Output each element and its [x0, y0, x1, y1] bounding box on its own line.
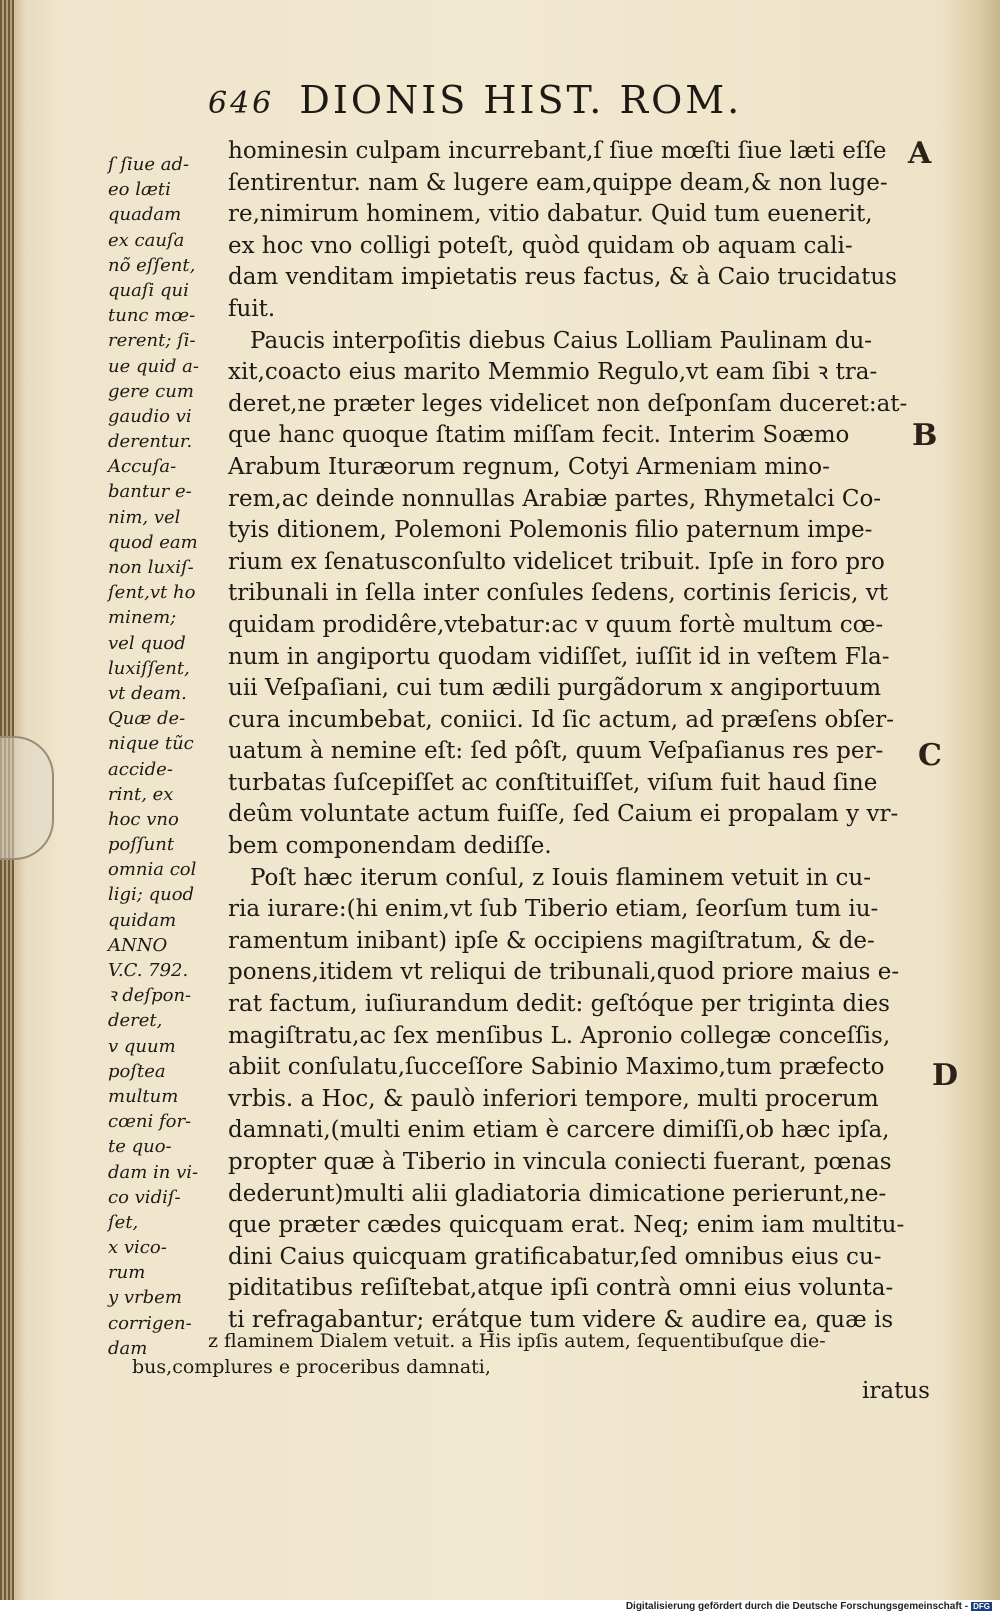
- text-line: uii Veſpaſiani, cui tum ædili purgãdorum x angiportuum: [228, 675, 882, 702]
- section-letter-a: A: [908, 136, 932, 171]
- text-line: abiit conſulatu,ſucceſſore Sabinio Maximo,tum præfecto: [228, 1054, 885, 1081]
- text-line: hominesin culpam incurrebant,ſ ſiue mœſti ſiue læti eſſe: [228, 138, 887, 164]
- margin-note-line: ligi; quod: [108, 884, 195, 906]
- margin-note-line: ex cauſa: [108, 229, 185, 251]
- footnote-line: bus,complures e proceribus damnati,: [132, 1356, 491, 1378]
- margin-note-line: omnia col: [108, 859, 197, 881]
- margin-note-line: rum: [108, 1262, 146, 1284]
- margin-note-line: nõ eſſent,: [108, 254, 196, 276]
- text-line: re,nimirum hominem, vitio dabatur. Quid tum euenerit,: [228, 201, 873, 228]
- margin-note-line: nim, vel: [108, 506, 181, 528]
- text-line: dini Caius quicquam gratificabatur,ſed omnibus eius cu-: [228, 1243, 882, 1270]
- text-line: Paucis interpoſitis diebus Caius Lolliam Paulinam du-: [250, 327, 873, 354]
- margin-note-line: poſtea: [108, 1060, 166, 1082]
- margin-note-line: luxiſſent,: [108, 657, 190, 679]
- margin-note-line: nique tũc: [108, 733, 194, 755]
- margin-note-line: quod eam: [108, 531, 198, 553]
- body-text: [228, 136, 928, 1337]
- margin-note-line: multum: [108, 1085, 179, 1107]
- margin-notes: [108, 152, 236, 1361]
- margin-note-line: V.C. 792.: [108, 960, 189, 981]
- margin-note-line: Quæ de-: [108, 708, 186, 730]
- margin-note-line: te quo-: [108, 1136, 172, 1158]
- text-line: ſentirentur. nam & lugere eam,quippe deam,& non luge-: [228, 169, 888, 196]
- margin-note-line: gere cum: [108, 380, 194, 402]
- text-line: xit,coacto eius marito Memmio Regulo,vt eam ſibi ꝛ tra-: [228, 359, 878, 386]
- page-clip: [0, 736, 54, 860]
- margin-note-line: poſſunt: [108, 834, 175, 856]
- text-line: ria iurare:(hi enim,vt ſub Tiberio etiam, ſeorſum tum iu-: [228, 896, 879, 923]
- text-line: Arabum Ituræorum regnum, Cotyi Armeniam mino-: [228, 453, 830, 480]
- dfg-logo: DFG: [973, 1602, 990, 1611]
- digitization-credit: [626, 1601, 992, 1612]
- text-line: dam venditam impietatis reus factus, & à Caio trucidatus: [228, 264, 897, 291]
- margin-note-line: ꝛ deſpon-: [108, 985, 192, 1007]
- text-line: magiſtratu,ac ſex menſibus L. Apronio collegæ conceſſis,: [228, 1022, 891, 1049]
- page-number: 646: [208, 86, 275, 121]
- margin-note-line: vt deam.: [108, 682, 187, 704]
- text-line: rem,ac deinde nonnullas Arabiæ partes, Rhymetalci Co-: [228, 485, 882, 512]
- credit-text: Digitalisierung gefördert durch die Deutsche Forschungsgemeinschaft -: [625, 1601, 969, 1612]
- margin-note-line: gaudio vi: [108, 405, 192, 427]
- text-line: ti refragabantur; erátque tum videre & audire ea, quæ is: [228, 1306, 894, 1333]
- text-line: dederunt)multi alii gladiatoria dimicatione perierunt,ne-: [228, 1180, 887, 1207]
- text-line: fuit.: [228, 295, 276, 322]
- margin-note-line: bantur e-: [108, 481, 192, 503]
- margin-note-line: y vrbem: [108, 1287, 182, 1309]
- margin-note-line: ſent,vt ho: [108, 582, 196, 604]
- margin-note-line: v quum: [108, 1035, 176, 1057]
- margin-note-line: co vidiſ-: [108, 1186, 181, 1208]
- section-letter-d: D: [932, 1058, 959, 1093]
- text-line: cura incumbebat, coniici. Id ſic actum, ad præſens obſer-: [228, 706, 894, 733]
- margin-note-line: vel quod: [108, 632, 186, 654]
- text-line: ex hoc vno colligi poteſt, quòd quidam ob aquam cali-: [228, 232, 853, 259]
- catchword: iratus: [862, 1378, 930, 1404]
- margin-note-line: eo læti: [108, 179, 171, 201]
- margin-note-line: ue quid a-: [108, 355, 199, 377]
- text-line: piditatibus reſiſtebat,atque ipſi contrà omni eius volunta-: [228, 1275, 894, 1302]
- margin-note-line: hoc vno: [108, 808, 179, 830]
- text-line: rat factum, iuſiurandum dedit: geſtóque per triginta dies: [228, 991, 890, 1018]
- text-line: deûm voluntate actum fuiſſe, ſed Caium ei propalam y vr-: [228, 801, 899, 828]
- margin-note-line: deret,: [108, 1010, 163, 1032]
- margin-note-line: quidam: [108, 909, 177, 931]
- text-line: que præter cædes quicquam erat. Neq; enim iam multitu-: [228, 1212, 905, 1239]
- margin-note-line: quadam: [108, 204, 182, 226]
- text-line: deret,ne præter leges videlicet non deſponſam duceret:at-: [228, 390, 908, 417]
- margin-note-line: dam: [108, 1337, 148, 1359]
- text-line: vrbis. a Hoc, & paulò inferiori tempore, multi procerum: [228, 1085, 879, 1112]
- margin-note-line: corrigen-: [108, 1312, 192, 1334]
- margin-note-line: rint, ex: [108, 783, 174, 805]
- text-line: tyis ditionem, Polemoni Polemonis filio paternum impe-: [228, 517, 873, 544]
- text-line: que hanc quoque ſtatim miſſam fecit. Interim Soæmo: [228, 422, 850, 449]
- text-line: propter quæ à Tiberio in vincula coniecti fuerant, pœnas: [228, 1149, 892, 1175]
- margin-note-line: rerent; ſi-: [108, 330, 196, 352]
- margin-note-line: ANNO: [108, 934, 168, 956]
- margin-note-line: dam in vi-: [108, 1161, 199, 1183]
- margin-note-line: Accuſa-: [108, 456, 177, 478]
- margin-note-line: ſ ſiue ad-: [108, 154, 190, 175]
- running-header: [208, 78, 808, 128]
- section-letter-b: B: [912, 418, 938, 453]
- text-line: Poſt hæc iterum conſul, z Iouis flaminem vetuit in cu-: [250, 864, 871, 891]
- text-line: ponens,itidem vt reliqui de tribunali,quod priore maius e-: [228, 959, 900, 986]
- text-line: uatum à nemine eſt: ſed pôſt, quum Veſpaſianus res per-: [228, 738, 884, 765]
- running-title: DIONIS HIST. ROM.: [299, 78, 743, 122]
- margin-note-line: ſet,: [108, 1211, 139, 1233]
- margin-note-line: x vico-: [108, 1237, 167, 1259]
- text-line: turbatas ſuſcepiſſet ac conſtituiſſet, viſum fuit haud ſine: [228, 769, 878, 796]
- margin-note-line: accide-: [108, 758, 173, 780]
- text-line: quidam prodidêre,vtebatur:ac v quum fortè multum cœ-: [228, 611, 884, 638]
- text-line: tribunali in ſella inter conſules ſedens, cortinis ſericis, vt: [228, 580, 888, 607]
- text-line: damnati,(multi enim etiam è carcere dimiſſi,ob hæc ipſa,: [228, 1117, 890, 1144]
- margin-note-line: quaſi qui: [108, 279, 189, 301]
- margin-note-line: cœni for-: [108, 1111, 192, 1133]
- text-line: rium ex ſenatusconſulto videlicet tribuit. Ipſe in foro pro: [228, 548, 885, 575]
- margin-note-line: tunc mœ-: [108, 305, 196, 327]
- text-line: ramentum inibant) ipſe & occipiens magiſtratum, & de-: [228, 927, 875, 954]
- section-letter-c: C: [918, 738, 942, 773]
- text-line: num in angiportu quodam vidiſſet, iuſſit id in veſtem Fla-: [228, 643, 890, 670]
- text-line: bem componendam dediſſe.: [228, 833, 552, 860]
- footnotes: [108, 1328, 938, 1380]
- margin-note-line: non luxiſ-: [108, 557, 194, 578]
- footnote-line: z flaminem Dialem vetuit. a His ipſis autem, ſequentibuſque die-: [208, 1330, 826, 1352]
- margin-note-line: derentur.: [108, 431, 193, 453]
- margin-note-line: minem;: [108, 607, 177, 629]
